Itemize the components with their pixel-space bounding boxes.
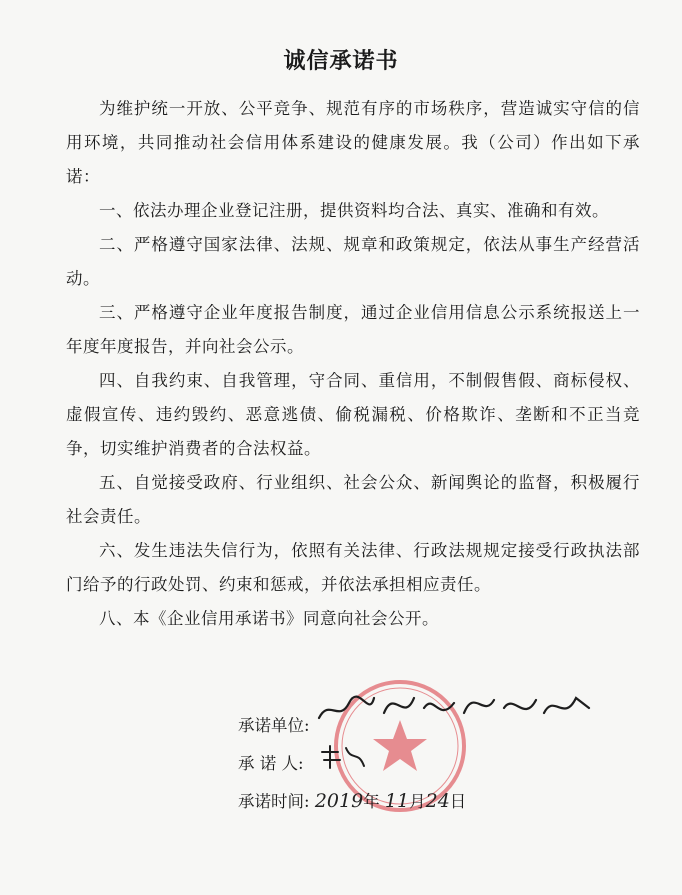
sign-day-unit: 日 — [449, 792, 467, 811]
commitment-item-3: 三、严格遵守企业年度报告制度，通过企业信用信息公示系统报送上一年度年度报告，并向社会公示。 — [66, 303, 640, 356]
sign-year-unit: 年 — [363, 792, 380, 811]
company-handwritten-signature — [314, 678, 604, 738]
signature-time-row — [238, 788, 466, 812]
commitment-item-2: 二、严格遵守国家法律、法规、规章和政策规定，依法从事生产经营活动。 — [66, 235, 640, 288]
person-handwritten-signature — [318, 742, 368, 772]
signature-person-label: 承 诺 人: — [238, 754, 304, 773]
commitment-item-6: 六、发生违法失信行为，依照有关法律、行政法规规定接受行政执法部门给予的行政处罚、约束和惩戒，并依法承担相应责任。 — [66, 541, 640, 594]
commitment-item-8: 八、本《企业信用承诺书》同意向社会公开。 — [99, 609, 439, 628]
sign-year: 2019 — [314, 790, 364, 812]
signature-unit-row — [238, 712, 310, 736]
signature-unit-label: 承诺单位: — [238, 716, 310, 735]
sign-day: 24 — [425, 790, 450, 812]
signature-time-label: 承诺时间: — [238, 792, 310, 811]
sign-month-unit: 月 — [409, 792, 426, 811]
signature-person-row — [238, 750, 304, 774]
commitment-item-4: 四、自我约束、自我管理，守合同、重信用，不制假售假、商标侵权、虚假宣传、违约毁约、恶意逃债、偷税漏税、价格欺诈、垄断和不正当竞争，切实维护消费者的合法权益。 — [66, 371, 640, 458]
document-title: 诚信承诺书 — [283, 49, 399, 74]
sign-month: 11 — [384, 790, 410, 812]
commitment-item-1: 一、依法办理企业登记注册，提供资料均合法、真实、准确和有效。 — [99, 201, 609, 220]
commitment-item-5: 五、自觉接受政府、行业组织、社会公众、新闻舆论的监督，积极履行社会责任。 — [66, 473, 640, 526]
intro-paragraph: 为维护统一开放、公平竞争、规范有序的市场秩序，营造诚实守信的信用环境，共同推动社会信用体系建设的健康发展。我（公司）作出如下承诺： — [66, 99, 640, 186]
document-body — [66, 92, 640, 636]
